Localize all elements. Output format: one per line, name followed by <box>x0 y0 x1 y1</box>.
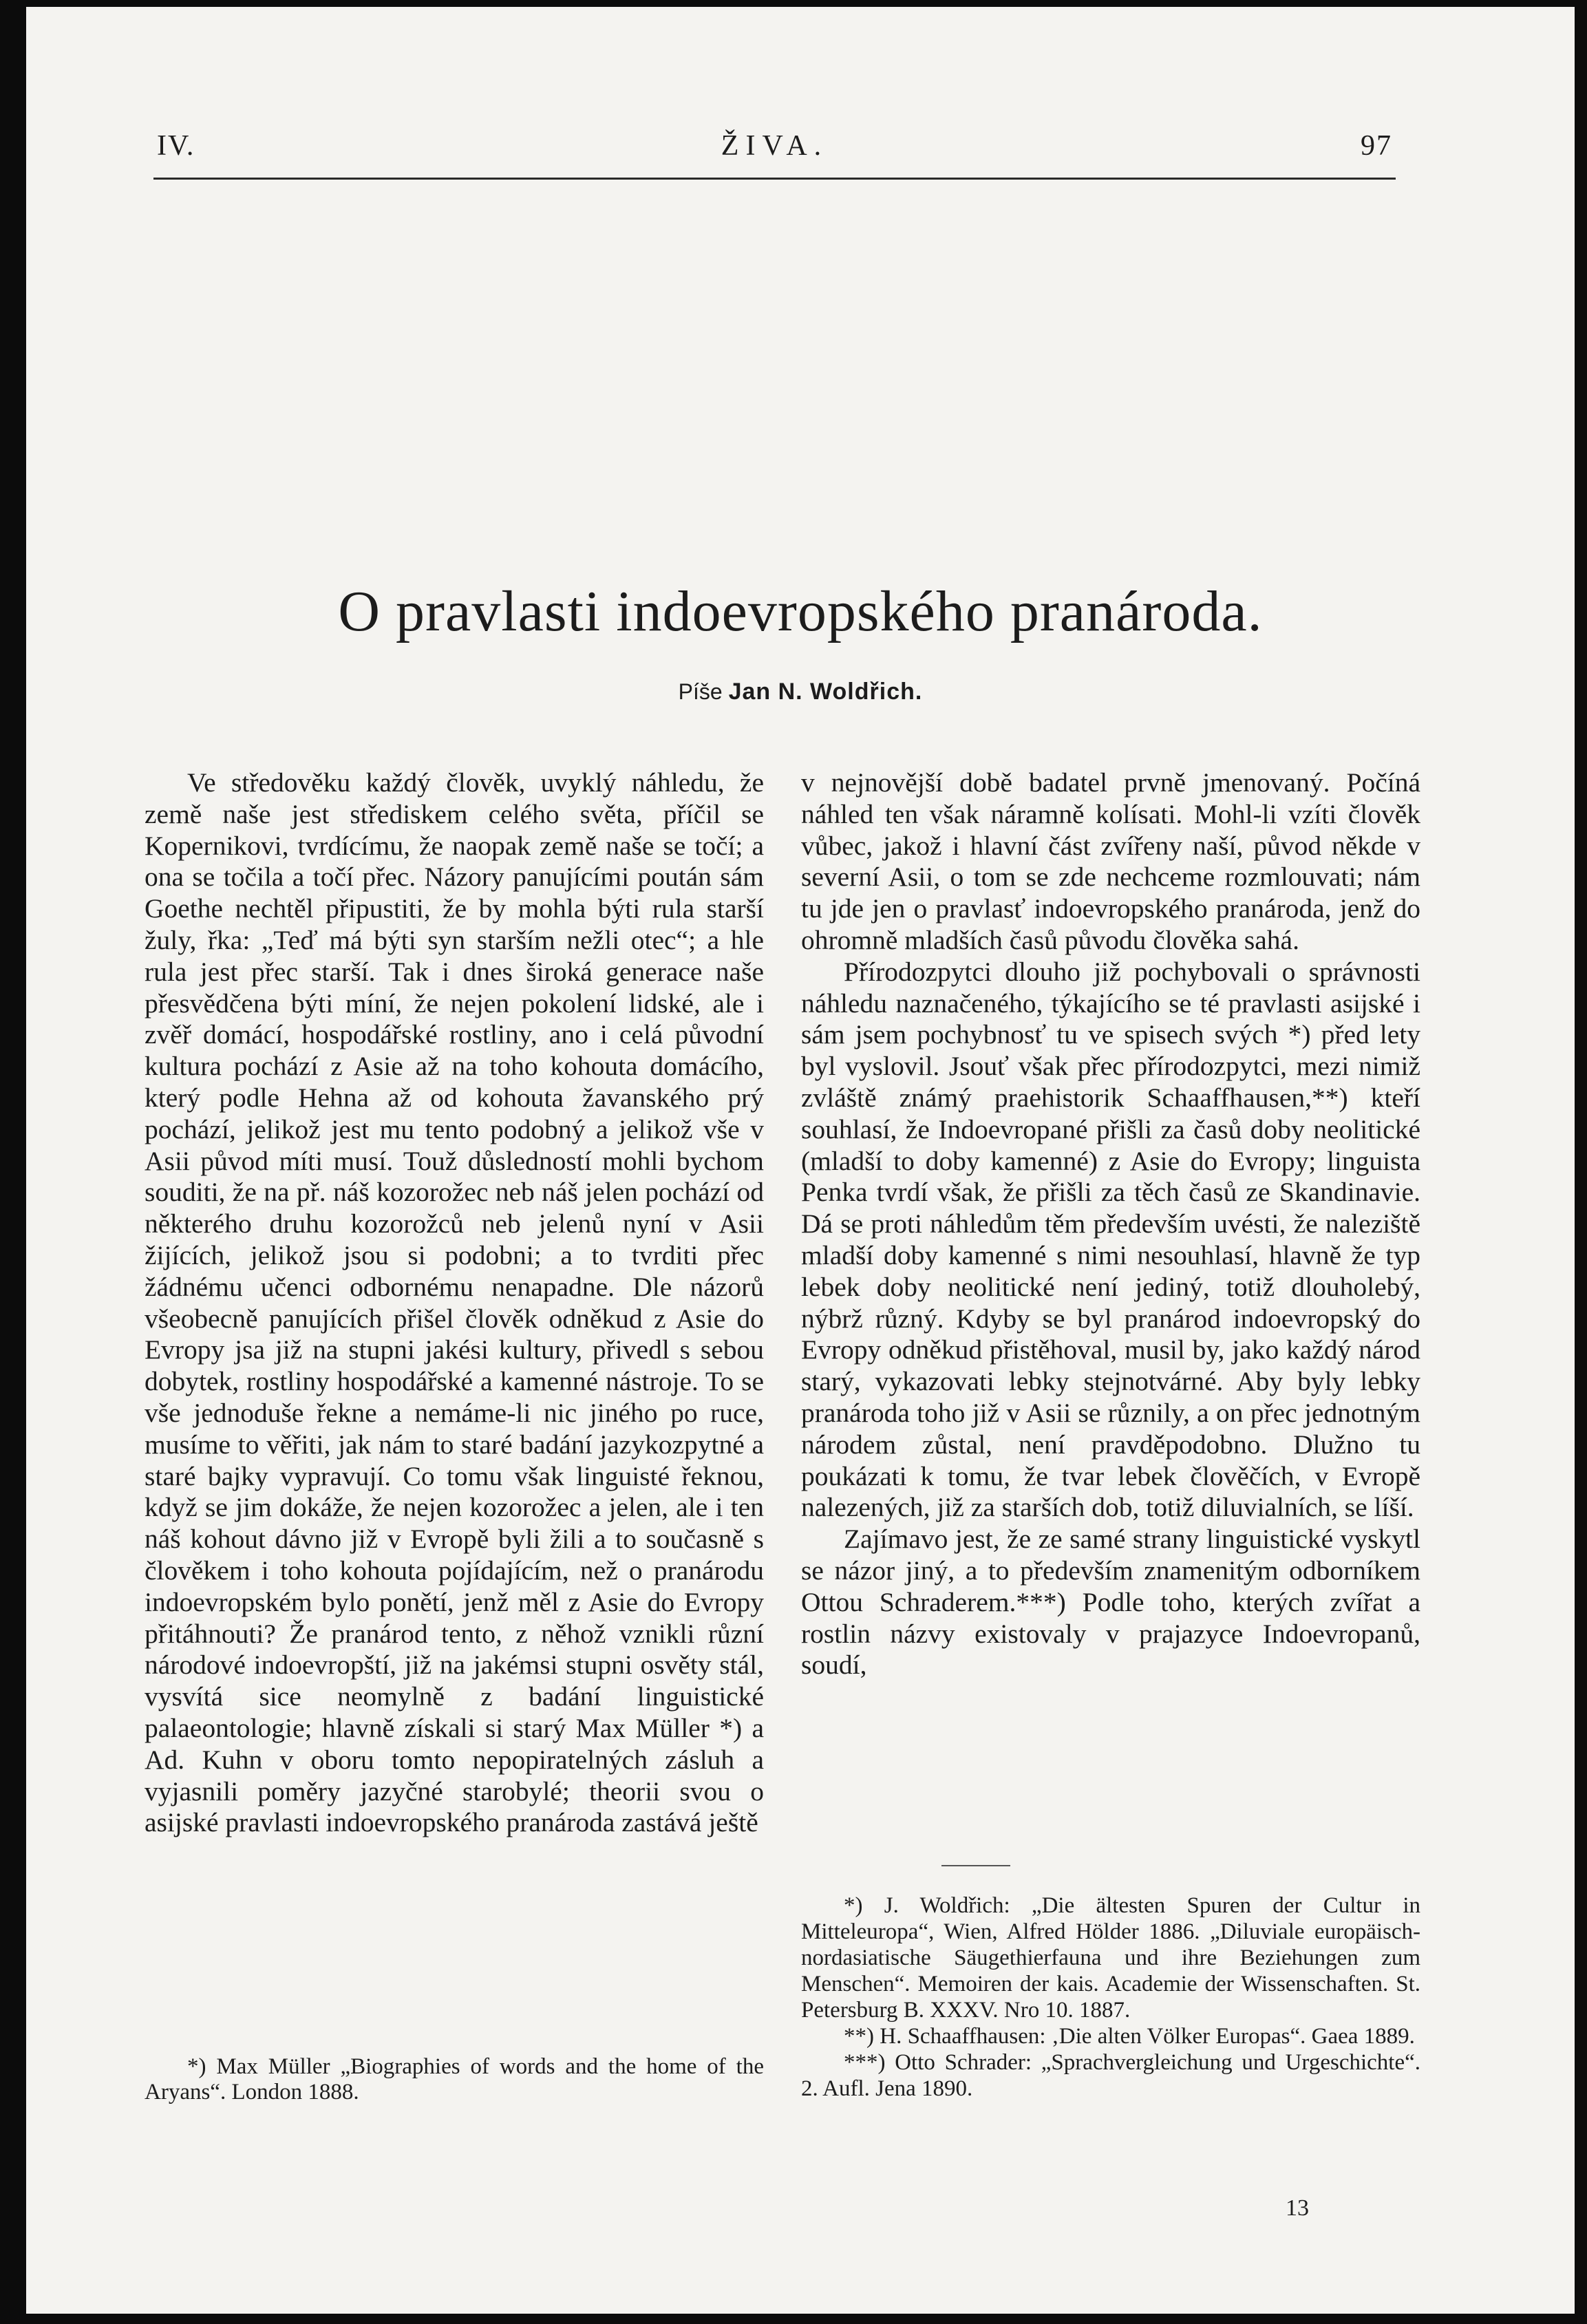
footnote: *) Max Müller „Biographies of words and the home of the Aryans“. London 1888. <box>145 2054 764 2104</box>
footnotes-left <box>145 2054 764 2105</box>
footnote: **) H. Schaaffhausen: ‚Die alten Völker Europas“. Gaea 1889. <box>844 2024 1415 2049</box>
signature-mark: 13 <box>1286 2195 1309 2221</box>
byline-prefix: Píše <box>678 679 723 704</box>
journal-name: ŽIVA. <box>721 130 829 162</box>
footnote: *) J. Woldřich: „Die ältesten Spuren der Cultur in Mitteleuropa“, Wien, Alfred Hölder 1886. „Diluviale europäisch-nordasiatische Säugethierfauna und ihre Beziehungen zum Menschen“. Memoiren der kais. Academie der Wissenschaften. St. Petersburg B. XXXV. Nro 10. 1887. <box>801 1893 1420 2023</box>
article-title: O pravlasti indoevropského pranároda. <box>338 579 1263 643</box>
page-number: 97 <box>1361 130 1392 162</box>
paragraph: Zajímavo jest, že ze samé strany linguistické vyskytl se názor jiný, a to především znamenitým odborníkem Ottou Schraderem.***) Podle toho, kterých zvířat a rostlin názvy existovaly v prajazyce Indoevropanů, soudí, <box>801 1524 1420 1681</box>
paragraph: Ve středověku každý člověk, uvyklý náhledu, že země naše jest střediskem celého světa, příčil se Kopernikovi, tvrdícímu, že naopak země naše se točí; a ona se točila a točí přec. Názory panujícími poután sám Goethe nechtěl připustiti, že by mohla býti rula starší žuly, řka: „Teď má býti syn starším nežli otec“; a hle rula jest přec starší. Tak i dnes široká generace naše přesvědčena býti míní, že nejen pokolení lidské, ale i zvěř domácí, hospodářské rostliny, ano i celá původní kultura pochází z Asie až na toho kohouta domácího, který podle Hehna až od kohouta žavanského prý pochází, jelikož jest mu tento podobný a jelikož vše v Asii původ míti musí. Touž důsledností mohli bychom souditi, že na př. náš kozorožec neb náš jelen pochází od některého druhu kozorožců neb jelenů nyní v Asii žijících, jelikož jsou si podobni; a to tvrditi přec žádnému učenci odbornému nenapadne. Dle názorů všeobecně panujících přišel člověk odněkud z Asie do Evropy jsa již na stupni jakési kultury, přivedl s sebou dobytek, rostliny hospodářské a kamenné nástroje. To se vše jednoduše řekne a nemáme-li nic jiného po ruce, musíme to věřiti, jak nám to staré badání jazykozpytné a staré bajky vypravují. Co tomu však linguisté řeknou, když se jim dokáže, že nejen kozorožec a jelen, ale i ten náš kohout dávno již v Evropě byli žili a to současně s člověkem i toho kohouta pojídajícím, než o pranárodu indoevropském bylo ponětí, jenž měl z Asie do Evropy přitáhnouti? Že pranárod tento, z něhož vznikli různí národové indoevropští, již na jakémsi stupni osvěty stál, vysvítá sice neomylně z badání linguistické palaeontologie; hlavně získali si starý Max Müller *) a Ad. Kuhn v oboru tomto nepopiratelných zásluh a vyjasnili poměry jazyčné starobylé; theorii svou o asijské pravlasti indoevropského pranároda zastává ještě <box>145 767 764 1838</box>
paragraph: v nejnovější době badatel prvně jmenovaný. Počíná náhled ten však náramně kolísati. Mohl-li vzíti člověk vůbec, jakož i hlavní část zvířeny naší, původ někde v severní Asii, o tom se zde nechceme rozmlouvati; nám tu jde jen o pravlasť indoevropského pranároda, jenž do ohromně mladších časů původu člověka sahá. <box>801 767 1420 955</box>
paragraph: Přírodozpytci dlouho již pochybovali o správnosti náhledu naznačeného, týkajícího se té pravlasti asijské i sám jsem pochybnosť tu ve spisech svých *) před lety byl vyslovil. Jsouť však přec přírodozpytci, mezi nimiž zvláště známý praehistorik Schaaffhausen,**) kteří souhlasí, že Indoevropané přišli za časů doby neolitické (mladší to doby kamenné) z Asie do Evropy; linguista Penka tvrdí však, že přišli za těch časů ze Skandinavie. Dá se proti náhledům těm především uvésti, že naleziště mladší doby kamenné s nimi nesouhlasí, hlavně že typ lebek doby neolitické není jediný, totiž dlouholebý, nýbrž různý. Kdyby se byl pranárod indoevropský do Evropy odněkud přistěhoval, musil by, jako každý národ starý, vykazovati lebky stejnotvárné. Aby byly lebky pranároda toho již v Asii se různily, a on přec jednotným národem zůstal, není pravděpodobno. Dlužno tu poukázati k tomu, že tvar lebek člověčích, v Evropě nalezených, již za starších dob, totiž diluvialních, se líší. <box>801 956 1420 1523</box>
running-head <box>157 129 1392 171</box>
header-rule <box>153 178 1396 180</box>
author-name: Jan N. Woldřich. <box>728 679 923 705</box>
volume-number: IV. <box>157 130 195 162</box>
footnote: ***) Otto Schrader: „Sprachvergleichung und Urgeschichte“. 2. Aufl. Jena 1890. <box>801 2050 1420 2101</box>
right-column <box>801 767 1420 1681</box>
footnotes-right <box>801 1893 1420 2102</box>
left-column <box>145 767 764 1839</box>
page <box>26 7 1575 2314</box>
byline <box>26 679 1575 705</box>
footnote-separator <box>941 1865 1010 1866</box>
